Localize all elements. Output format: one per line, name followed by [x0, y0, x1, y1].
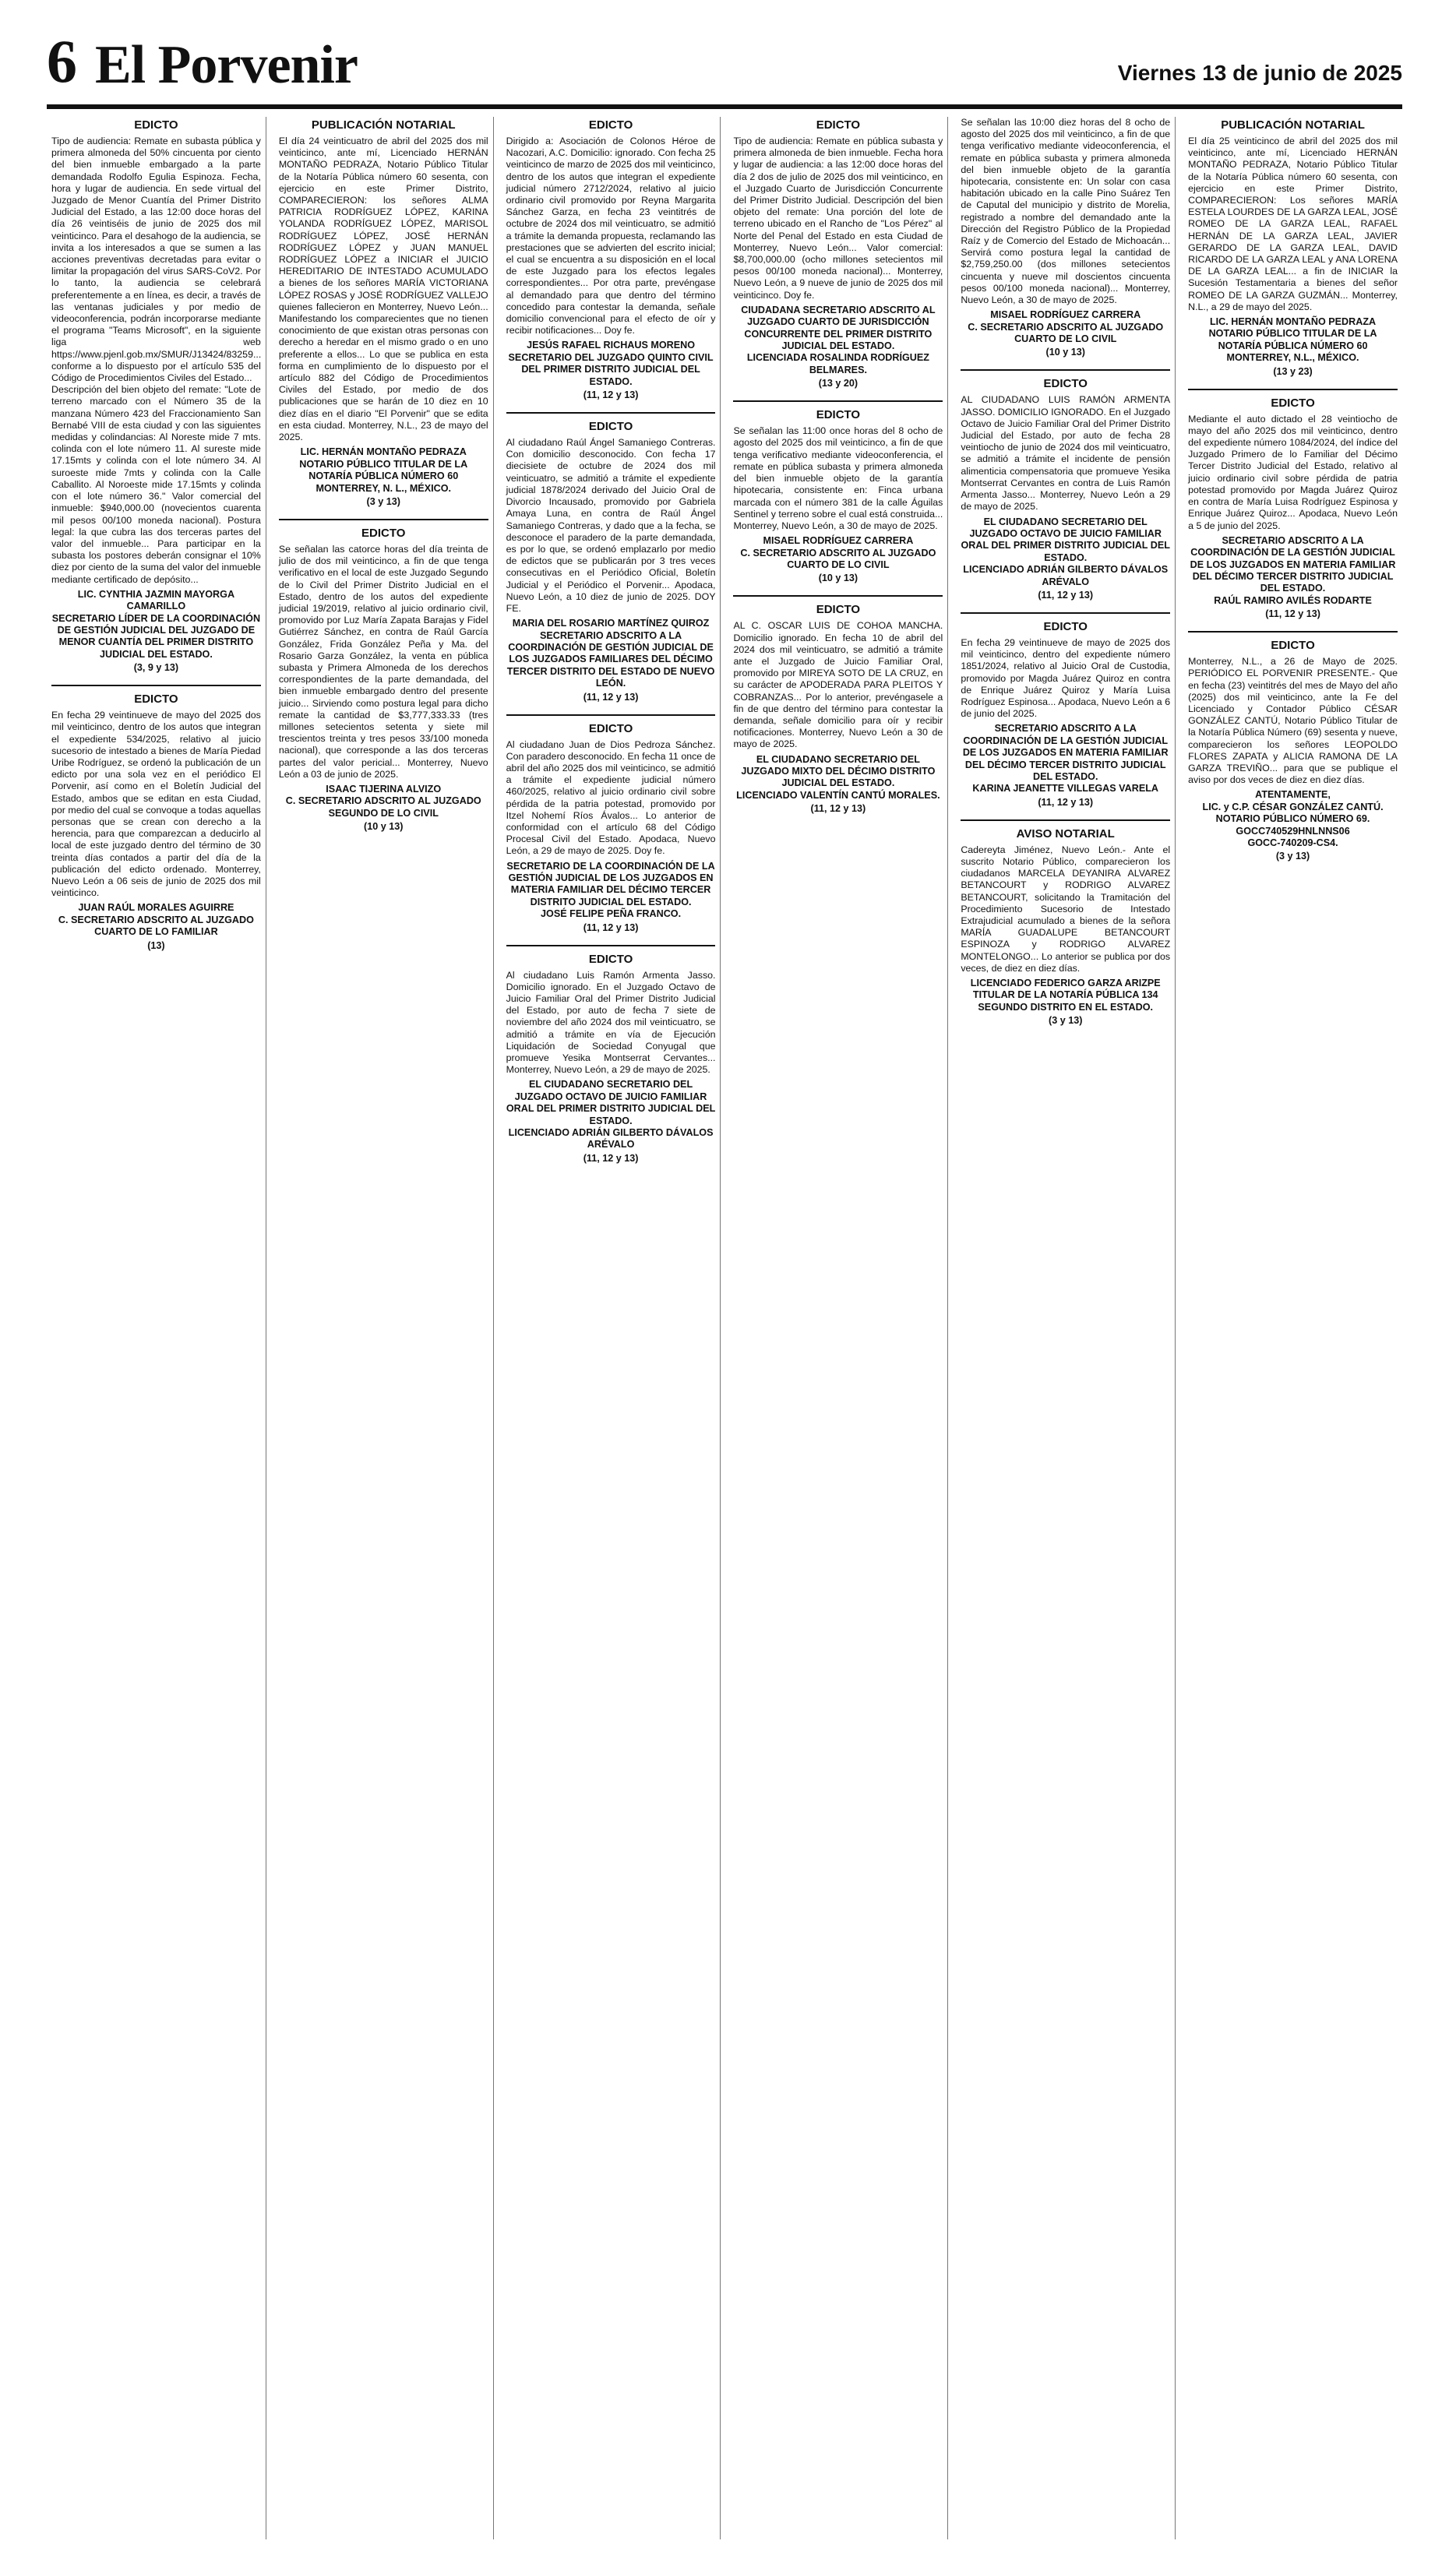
- legal-notice: [961, 117, 1170, 358]
- column-2: [274, 117, 494, 2539]
- notice-body: Al ciudadano Raúl Ángel Samaniego Contreras. Con domicilio desconocido. Con fecha 17 diecisiete de octubre de 2024 dos mil veinticuatro, se admitió a trámite el expediente judicial 1878/2024 derivado del Juicio Oral de Divorcio Incausado, promovido por Gabriela Amaya Luna, en contra de Raúl Ángel Samaniego Contreras, y dado que a la fecha, se desconoce el paradero de la parte demandada, es por lo que, se ordenó emplazarlo por medio de edictos que se publicarán por 3 tres veces consecutivas en el Periódico Oficial, Boletín Judicial y el Periódico el Porvenir... Apodaca, Nuevo León, a 10 diez de junio de 2025. DOY FE.: [506, 437, 716, 614]
- legal-notice: [506, 118, 716, 401]
- notice-divider: [506, 945, 716, 946]
- notice-publication-dates: (13): [147, 939, 165, 951]
- notice-divider: [733, 400, 943, 402]
- legal-notice: [1188, 396, 1398, 620]
- notice-publication-dates: (13 y 20): [818, 378, 858, 389]
- notice-body: Tipo de audiencia: Remate en subasta pública y primera almoneda del 50% cincuenta por ciento del bien inmueble embargado a la parte demandada Rodolfo Egulia Espinoza. Fecha, hora y lugar de audiencia. En sede virtual del Juzgado de Menor Cuantía del Primer Distrito Judicial del Estado, a las 12:00 doce horas del día 26 veintiséis de junio de 2025 dos mil veinticinco. Para el desahogo de la audiencia, se invita a los interesados a que se sumen a las acciones preventivas decretadas para evitar o limitar la propagación del virus SARS-CoV2. Por lo tanto, la audiencia se celebrará preferentemente a en línea, es decir, a través de las ventanas judiciales y por medio de videoconferencia, podrán incorporarse mediante el programa "Teams Microsoft", en la siguiente liga web https://www.pjenl.gob.mx/SMUR/J13424/83259... conforme a lo dispuesto por el artículo 535 del Código de Procedimientos Civiles del Estado... Descripción del bien objeto del remate: "Lote de terreno marcado con el Número 35 de la manzana Número 423 del Fraccionamiento San Bernabé VIII de esta ciudad y con las siguientes medidas y colindancias: Al Noreste mide 7 mts. colinda con el lote número 11. Al sureste mide 17.15mts y colinda con el lote número 34. Al suroeste mide 7mts y colinda con la Calle Caballito. Al Noroeste mide 17.15mts y colinda con el lote número 36." Valor comercial del inmueble: $940,000.00 (novecientos cuarenta mil pesos 00/100 moneda nacional). Postura legal: la que cubra las dos terceras partes del valor del inmueble... Para participar en la subasta los postores deberán consignar el 10% diez por ciento de la suma del valor del inmueble mediante certificado de depósito...: [51, 136, 262, 585]
- notice-columns: [47, 117, 1402, 2539]
- notice-signature: JESÚS RAFAEL RICHAUS MORENO SECRETARIO DEL JUZGADO QUINTO CIVIL DEL PRIMER DISTRITO JUDICIAL DEL ESTADO.: [508, 340, 714, 387]
- notice-signature: LIC. HERNÁN MONTAÑO PEDRAZA NOTARIO PÚBLICO TITULAR DE LA NOTARÍA PÚBLICA NÚMERO 60 MONTERREY, N.L., MÉXICO.: [1208, 316, 1377, 364]
- notice-divider: [961, 612, 1170, 614]
- page-number: 6: [47, 27, 77, 95]
- notice-body: Monterrey, N.L., a 26 de Mayo de 2025. PERIÓDICO EL PORVENIR PRESENTE.- Que en fecha (23) veintitrés del mes de Mayo del año (2025) dos mil veinticinco, ante la Fe del Licenciado y Contador Público CÉSAR GONZÁLEZ CANTÚ, Notario Público Titular de la Notaría Pública Número (69) sesenta y nueve, comparecieron los señores LEOPOLDO FLORES ZAPATA y ALICIA RAMONA DE LA GARZA TREVIÑO... para que se publique el aviso por dos veces de diez en diez días.: [1188, 656, 1398, 786]
- legal-notice: [506, 722, 716, 934]
- notice-title: EDICTO: [816, 118, 861, 132]
- notice-signature: EL CIUDADANO SECRETARIO DEL JUZGADO OCTAVO DE JUICIO FAMILIAR ORAL DEL PRIMER DISTRITO JUDICIAL DEL ESTADO. LICENCIADO ADRIÁN GILBERTO DÁVALOS ARÉVALO: [961, 516, 1170, 587]
- legal-notice: [1188, 639, 1398, 862]
- notice-publication-dates: (3 y 13): [1049, 1015, 1083, 1027]
- notice-body: Al ciudadano Juan de Dios Pedroza Sánchez. Con paradero desconocido. En fecha 11 once de abril del año 2025 dos mil veinticinco, se admitió a trámite el expediente judicial número 460/2025, relativo al juicio ordinario civil sobre pérdida de la patria potestad, promovido por Itzel Nohemí Ríos Ávalos... Lo anterior de conformidad con el artículo 68 del Código Procesal Civil del Estado. Apodaca, Nuevo León, a 29 de mayo de 2025. Doy fe.: [506, 738, 716, 857]
- notice-body: AL C. OSCAR LUIS DE COHOA MANCHA. Domicilio ignorado. En fecha 10 de abril del 2024 dos mil veinticuatro, se admitió a trámite ante el Juzgado de Juicio Familiar Oral, promovido por MIREYA SOTO DE LA CRUZ, en su carácter de APODERADA PARA PLEITOS Y COBRANZAS... Por lo anterior, prevéngasele a fin de que dentro del término para contestar la demanda, señale domicilio para oír y recibir notificaciones. Monterrey, Nuevo León a 30 de mayo de 2025.: [733, 620, 943, 750]
- notice-divider: [1188, 389, 1398, 390]
- notice-body: AL CIUDADANO LUIS RAMÓN ARMENTA JASSO. DOMICILIO IGNORADO. En el Juzgado Octavo de Juicio Familiar Oral del Primer Distrito Judicial del Estado, por auto de fecha 28 veintiocho de junio de 2024 dos mil veinticuatro, se admitió a trámite el incidente de pensión alimenticia compensatoria que promueve Yesika Montserrat Cervantes en contra de Luis Ramón Armenta Jasso... Monterrey, Nuevo León a 29 de mayo de 2025.: [961, 394, 1171, 513]
- notice-title: PUBLICACIÓN NOTARIAL: [311, 118, 456, 132]
- notice-body: Dirigido a: Asociación de Colonos Héroe de Nacozari, A.C. Domicilio: ignorado. Con fecha 25 veinticinco de marzo de 2025 dos mil veinticinco, dentro de los autos que integran el expediente judicial número 2712/2024, relativo al juicio ordinario civil promovido por Reyna Margarita Sánchez Garza, en fecha 23 veintitrés de octubre de 2024 dos mil veinticuatro, se admitió a trámite la demanda propuesta, reclamando las prestaciones que se advierten del escrito inicial; el cual se encuentra a su disposición en el local de este Juzgado para los efectos legales correspondientes... Por otra parte, prevéngase al demandado para que dentro del término concedido para contestar la demanda, señale domicilio convencional para el efecto de oír y recibir notificaciones... Doy fe.: [506, 136, 716, 337]
- legal-notice: [279, 527, 488, 833]
- notice-divider: [961, 369, 1170, 371]
- notice-title: EDICTO: [1271, 639, 1315, 653]
- notice-publication-dates: (11, 12 y 13): [1265, 608, 1320, 620]
- legal-notice: [506, 420, 716, 703]
- notice-divider: [506, 412, 716, 414]
- notice-signature: EL CIUDADANO SECRETARIO DEL JUZGADO OCTAVO DE JUICIO FAMILIAR ORAL DEL PRIMER DISTRITO JUDICIAL DEL ESTADO. LICENCIADO ADRIÁN GILBERTO DÁVALOS ARÉVALO: [506, 1079, 716, 1151]
- notice-publication-dates: (3 y 13): [1275, 851, 1310, 862]
- notice-signature: SECRETARIO ADSCRITO A LA COORDINACIÓN DE LA GESTIÓN JUDICIAL DE LOS JUZGADOS EN MATERIA FAMILIAR DEL DÉCIMO TERCER DISTRITO JUDICIAL DEL ESTADO. KARINA JEANETTE VILLEGAS VARELA: [962, 723, 1169, 795]
- legal-notice: [733, 408, 943, 584]
- legal-notice: [733, 118, 943, 389]
- legal-notice: [506, 953, 716, 1165]
- notice-publication-dates: (11, 12 y 13): [583, 389, 639, 401]
- notice-body: Mediante el auto dictado el 28 veintiocho de mayo del año 2025 dos mil veinticinco, dentro del expediente número 1084/2024, del índice del Juzgado Primero de lo Familiar del Décimo Tercer Distrito Judicial del Estado, relativo al juicio ordinario civil sobre pérdida de patria potestad promovido por Magda Juárez Quiroz en contra de María Luisa Rodríguez Espinosa y Enrique Juárez Quiroz... Apodaca, Nuevo León a 5 de junio del 2025.: [1188, 413, 1398, 531]
- header-rule: [47, 104, 1402, 109]
- notice-title: EDICTO: [1043, 619, 1088, 633]
- notice-divider: [733, 595, 943, 597]
- column-6: [1183, 117, 1402, 2539]
- notice-publication-dates: (11, 12 y 13): [810, 803, 866, 815]
- notice-signature: SECRETARIO DE LA COORDINACIÓN DE LA GESTIÓN JUDICIAL DE LOS JUZGADOS EN MATERIA FAMILIAR DEL DÉCIMO TERCER DISTRITO JUDICIAL DEL ESTADO. JOSÉ FELIPE PEÑA FRANCO.: [506, 860, 715, 920]
- notice-signature: ATENTAMENTE, LIC. y C.P. CÉSAR GONZÁLEZ CANTÚ. NOTARIO PÚBLICO NÚMERO 69. GOCC740529HNLNNS06 GOCC-740209-CS4.: [1202, 789, 1384, 848]
- notice-body: Se señalan las 10:00 diez horas del 8 ocho de agosto del 2025 dos mil veinticinco, a fin de que tenga verificativo mediante videoconferencia, el remate en pública subasta y primera almoneda del bien inmueble objeto de la garantía hipotecaria, consistente en: Un solar con casa habitación ubicado en la calle Pino Suárez Ten de Caputal del municipio y distrito de Morelia, registrado a nombre del demandado ante la Dirección del Registro Público de la Propiedad Raíz y de Comercio del Estado de Michoacán... Servirá como postura legal la cantidad de $2,759,250.00 (dos millones setecientos cincuenta y nueve mil doscientos cincuenta pesos 00/100 moneda nacional)... Monterrey, Nuevo León, a 30 de mayo de 2025.: [961, 117, 1171, 306]
- notice-publication-dates: (10 y 13): [1045, 347, 1085, 358]
- notice-body: El día 25 veinticinco de abril del 2025 dos mil veinticinco, ante mí, Licenciado HERNÁN MONTAÑO PEDRAZA, Notario Público Titular de la Notaría Pública número 60 sesenta, con ejercicio en este Primer Distrito, COMPARECIERON: Los señores MARÍA ESTELA LOURDES DE LA GARZA LEAL, JOSÉ ROMEO DE LA GARZA LEAL, RAFAEL HERNÁN DE LA GARZA LEAL, JAVIER GERARDO DE LA GARZA LEAL, DAVID RICARDO DE LA GARZA LEAL y ANA LORENA DE LA GARZA LEAL... a fin de INICIAR la Sucesión Testamentaria a bienes del señor ROMEO DE LA GARZA GUZMÁN... Monterrey, N.L., a 29 de mayo del 2025.: [1188, 136, 1398, 312]
- page-header: [47, 27, 1402, 103]
- column-3: [502, 117, 721, 2539]
- notice-title: EDICTO: [1043, 377, 1088, 391]
- notice-body: Se señalan las 11:00 once horas del 8 ocho de agosto del 2025 dos mil veinticinco, a fin de que tenga verificativo mediante videoconferencia, el remate en pública subasta y primera almoneda del bien inmueble objeto de la garantía hipotecaria, consistente en: Finca urbana marcada con el número 381 de la calle Águilas Sentinel y terreno sobre el cual está construida... Monterrey, Nuevo León, a 30 de mayo de 2025.: [733, 425, 943, 531]
- notice-publication-dates: (11, 12 y 13): [583, 922, 639, 933]
- column-4: [728, 117, 948, 2539]
- notice-divider: [51, 685, 261, 686]
- legal-notice: [733, 603, 943, 815]
- notice-divider: [1188, 631, 1398, 633]
- notice-body: Tipo de audiencia: Remate en pública subasta y primera almoneda de bien inmueble. Fecha hora y lugar de audiencia: a las 12:00 doce horas del día 2 dos de julio de 2025 dos mil veinticinco, en el Juzgado Cuarto de Jurisdicción Concurrente del Primer Distrito Judicial. Descripción del bien objeto del remate: Una porción del lote de terreno ubicado en el Rancho de "Los Pérez" al Norte del Penal del Estado en esta Ciudad de Monterrey, Nuevo León... Valor comercial: $8,700,000.00 (ocho millones setecientos mil pesos 00/100 moneda nacional)... Monterrey, Nuevo León, a 9 nueve de junio de 2025 dos mil veinticinco. Doy fe.: [733, 136, 943, 301]
- legal-notice: [1188, 118, 1398, 378]
- notice-signature: LIC. HERNÁN MONTAÑO PEDRAZA NOTARIO PÚBLICO TITULAR DE LA NOTARÍA PÚBLICA NÚMERO 60 MONTERREY, N. L., MÉXICO.: [299, 446, 468, 494]
- notice-signature: LIC. CYNTHIA JAZMIN MAYORGA CAMARILLO SECRETARIO LÍDER DE LA COORDINACIÓN DE GESTIÓN JUDICIAL DEL JUZGADO DE MENOR CUANTÍA DEL PRIMER DISTRITO JUDICIAL DEL ESTADO.: [51, 588, 261, 660]
- notice-body: En fecha 29 veintinueve de mayo de 2025 dos mil veinticinco, dentro del expediente número 1851/2024, relativo al Juicio Oral de Custodia, promovido por Magda Juárez Quiroz en contra de Enrique Juárez Quiroz y María Luisa Rodríguez Espinosa... Apodaca, Nuevo León a 6 de junio del 2025.: [961, 636, 1171, 720]
- notice-publication-dates: (10 y 13): [364, 821, 404, 833]
- legal-notice: [51, 118, 261, 674]
- notice-title: EDICTO: [816, 408, 861, 422]
- notice-publication-dates: (3 y 13): [366, 495, 400, 507]
- notice-title: EDICTO: [134, 118, 178, 132]
- legal-notice: [51, 692, 261, 951]
- notice-publication-dates: (11, 12 y 13): [583, 691, 639, 703]
- notice-signature: MISAEL RODRÍGUEZ CARRERA C. SECRETARIO ADSCRITO AL JUZGADO CUARTO DE LO CIVIL: [968, 309, 1164, 345]
- notice-signature: LICENCIADO FEDERICO GARZA ARIZPE TITULAR DE LA NOTARÍA PÚBLICA 134 SEGUNDO DISTRITO EN EL ESTADO.: [970, 978, 1161, 1013]
- notice-signature: ISAAC TIJERINA ALVIZO C. SECRETARIO ADSCRITO AL JUZGADO SEGUNDO DE LO CIVIL: [285, 783, 481, 819]
- notice-title: EDICTO: [361, 526, 406, 540]
- notice-body: Al ciudadano Luis Ramón Armenta Jasso. Domicilio ignorado. En el Juzgado Octavo de Juicio Familiar Oral del Primer Distrito Judicial del Estado, por auto de fecha 7 siete de noviembre del año 2024 dos mil veinticuatro, se admitió a trámite en vía de Ejecución Liquidación de Sociedad Conyugal que promueve Yesika Montserrat Cervantes... Monterrey, Nuevo León, a 29 de mayo de 2025.: [506, 969, 716, 1076]
- notice-title: EDICTO: [588, 952, 633, 966]
- notice-signature: SECRETARIO ADSCRITO A LA COORDINACIÓN DE LA GESTIÓN JUDICIAL DE LOS JUZGADOS EN MATERIA FAMILIAR DEL DÉCIMO TERCER DISTRITO JUDICIAL DEL ESTADO. RAÚL RAMIRO AVILÉS RODARTE: [1190, 534, 1396, 606]
- notice-title: EDICTO: [1271, 396, 1315, 410]
- notice-body: El día 24 veinticuatro de abril del 2025 dos mil veinticinco, ante mí, Licenciado HERNÁN MONTAÑO PEDRAZA, Notario Público Titular de la Notaría Pública número 60 sesenta, con ejercicio en este Primer Distrito, COMPARECIERON: los señores ALMA PATRICIA RODRÍGUEZ LÓPEZ, KARINA YOLANDA RODRÍGUEZ LÓPEZ, MARISOL RODRÍGUEZ LÓPEZ, JOSÉ HERNÁN RODRÍGUEZ LÓPEZ y JUAN MANUEL RODRÍGUEZ LÓPEZ a INICIAR el JUICIO HEREDITARIO DE INTESTADO ACUMULADO a bienes de los señores MARÍA VICTORIANA LÓPEZ ROSAS y JOSÉ RODRÍGUEZ VALLEJO quienes fallecieron en Monterrey, Nuevo León... Manifestando los comparecientes que no tienen conocimiento de que existan otras personas con derecho a heredar en el mismo grado o en uno preferente a ellos... Lo que se publica en esta forma en cumplimiento de lo dispuesto por el artículo 882 del Código de Procedimientos Civiles del Estado, por medio de dos publicaciones que se harán de 10 diez en 10 diez días en el diario "El Porvenir" que se edita en esta ciudad. Monterrey, N.L., 23 de mayo del 2025.: [278, 136, 488, 443]
- notice-title: EDICTO: [588, 118, 633, 132]
- issue-date: Viernes 13 de junio de 2025: [1117, 61, 1402, 85]
- notice-publication-dates: (13 y 23): [1273, 365, 1313, 377]
- column-5: [956, 117, 1176, 2539]
- notice-divider: [279, 519, 488, 520]
- notice-body: Se señalan las catorce horas del día treinta de julio de dos mil veinticinco, a fin de que tenga verificativo en el local de este Juzgado Segundo de lo Civil del Primer Distrito Judicial en el Estado, dentro de los autos del expediente judicial 19/2019, relativo al juicio ordinario civil, promovido por Luz María Zapata Barajas y Fidel Gutiérrez Sánchez, en contra de Raúl García González, Frida González Peña y Ma. del Rosario Garza González, la venta en pública subasta y Primera Almoneda de los derechos correspondientes de la parte demandada, del bien inmueble embargado dentro del presente juicio... Sirviendo como postura legal para dicho remate la cantidad de $3,777,333.33 (tres millones setecientos setenta y siete mil trescientos treinta y tres pesos 33/100 moneda nacional), que corresponde a las dos terceras partes del valor pericial... Monterrey, Nuevo León a 03 de junio de 2025.: [278, 543, 488, 780]
- notice-title: AVISO NOTARIAL: [1016, 826, 1115, 840]
- notice-title: PUBLICACIÓN NOTARIAL: [1221, 118, 1365, 132]
- notice-divider: [506, 714, 716, 716]
- notice-title: EDICTO: [816, 603, 861, 617]
- notice-signature: MISAEL RODRÍGUEZ CARRERA C. SECRETARIO ADSCRITO AL JUZGADO CUARTO DE LO CIVIL: [740, 535, 936, 570]
- notice-title: EDICTO: [588, 721, 633, 735]
- notice-signature: JUAN RAÚL MORALES AGUIRRE C. SECRETARIO ADSCRITO AL JUZGADO CUARTO DE LO FAMILIAR: [58, 902, 254, 938]
- notice-publication-dates: (11, 12 y 13): [583, 1152, 639, 1164]
- notice-body: Cadereyta Jiménez, Nuevo León.- Ante el suscrito Notario Público, comparecieron los ciudadanos MARCELA DEYANIRA ALVAREZ BETANCOURT y RODRIGO ALVAREZ BETANCOURT, solicitando la Tramitación del Procedimiento Sucesorio de Intestado Extrajudicial acumulado a bienes de la señora MARÍA GUADALUPE BETANCOURT ESPINOZA y RODRIGO ALVAREZ MONTELONGO... Lo anterior se publica por dos veces, de diez en diez días.: [961, 844, 1171, 974]
- newspaper-masthead: El Porvenir: [95, 35, 358, 95]
- notice-body: En fecha 29 veintinueve de mayo del 2025 dos mil veinticinco, dentro de los autos que integran el expediente 534/2025, relativo al juicio sucesorio de intestado a bienes de María Piedad Uribe Rodríguez, se ordenó la publicación de un edicto por una sola vez en el periódico El Porvenir, así como en el Boletín Judicial del Estado, ambos que se editan en esta Ciudad, por medio del cual se convoque a todas aquellas personas que se crean con derecho a la herencia, para que comparezcan a deducirlo al local de este juzgado dentro del término de 30 treinta días contados a partir del día de la publicación del edicto ordenado. Monterrey, Nuevo León a 06 seis de junio de 2025 dos mil veinticinco.: [51, 710, 261, 899]
- notice-publication-dates: (11, 12 y 13): [1038, 796, 1094, 808]
- notice-signature: CIUDADANA SECRETARIO ADSCRITO AL JUZGADO CUARTO DE JURISDICCIÓN CONCURRENTE DEL PRIMER DISTRITO JUDICIAL DEL ESTADO. LICENCIADA ROSALINDA RODRÍGUEZ BELMARES.: [741, 304, 936, 375]
- notice-signature: MARIA DEL ROSARIO MARTÍNEZ QUIROZ SECRETARIO ADSCRITO A LA COORDINACIÓN DE GESTIÓN JUDICIAL DE LOS JUZGADOS FAMILIARES DEL DÉCIMO TERCER DISTRITO DEL ESTADO DE NUEVO LEÓN.: [506, 618, 715, 689]
- notice-publication-dates: (11, 12 y 13): [1038, 589, 1094, 601]
- notice-publication-dates: (3, 9 y 13): [133, 662, 179, 674]
- legal-notice: [961, 620, 1170, 809]
- notice-publication-dates: (10 y 13): [818, 573, 858, 584]
- column-1: [47, 117, 266, 2539]
- notice-signature: EL CIUDADANO SECRETARIO DEL JUZGADO MIXTO DEL DÉCIMO DISTRITO JUDICIAL DEL ESTADO. LICENCIADO VALENTÍN CANTÚ MORALES.: [736, 753, 940, 801]
- notice-title: EDICTO: [134, 692, 178, 707]
- notice-title: EDICTO: [588, 420, 633, 434]
- legal-notice: [279, 118, 488, 508]
- legal-notice: [961, 377, 1170, 601]
- legal-notice: [961, 827, 1170, 1027]
- notice-divider: [961, 819, 1170, 821]
